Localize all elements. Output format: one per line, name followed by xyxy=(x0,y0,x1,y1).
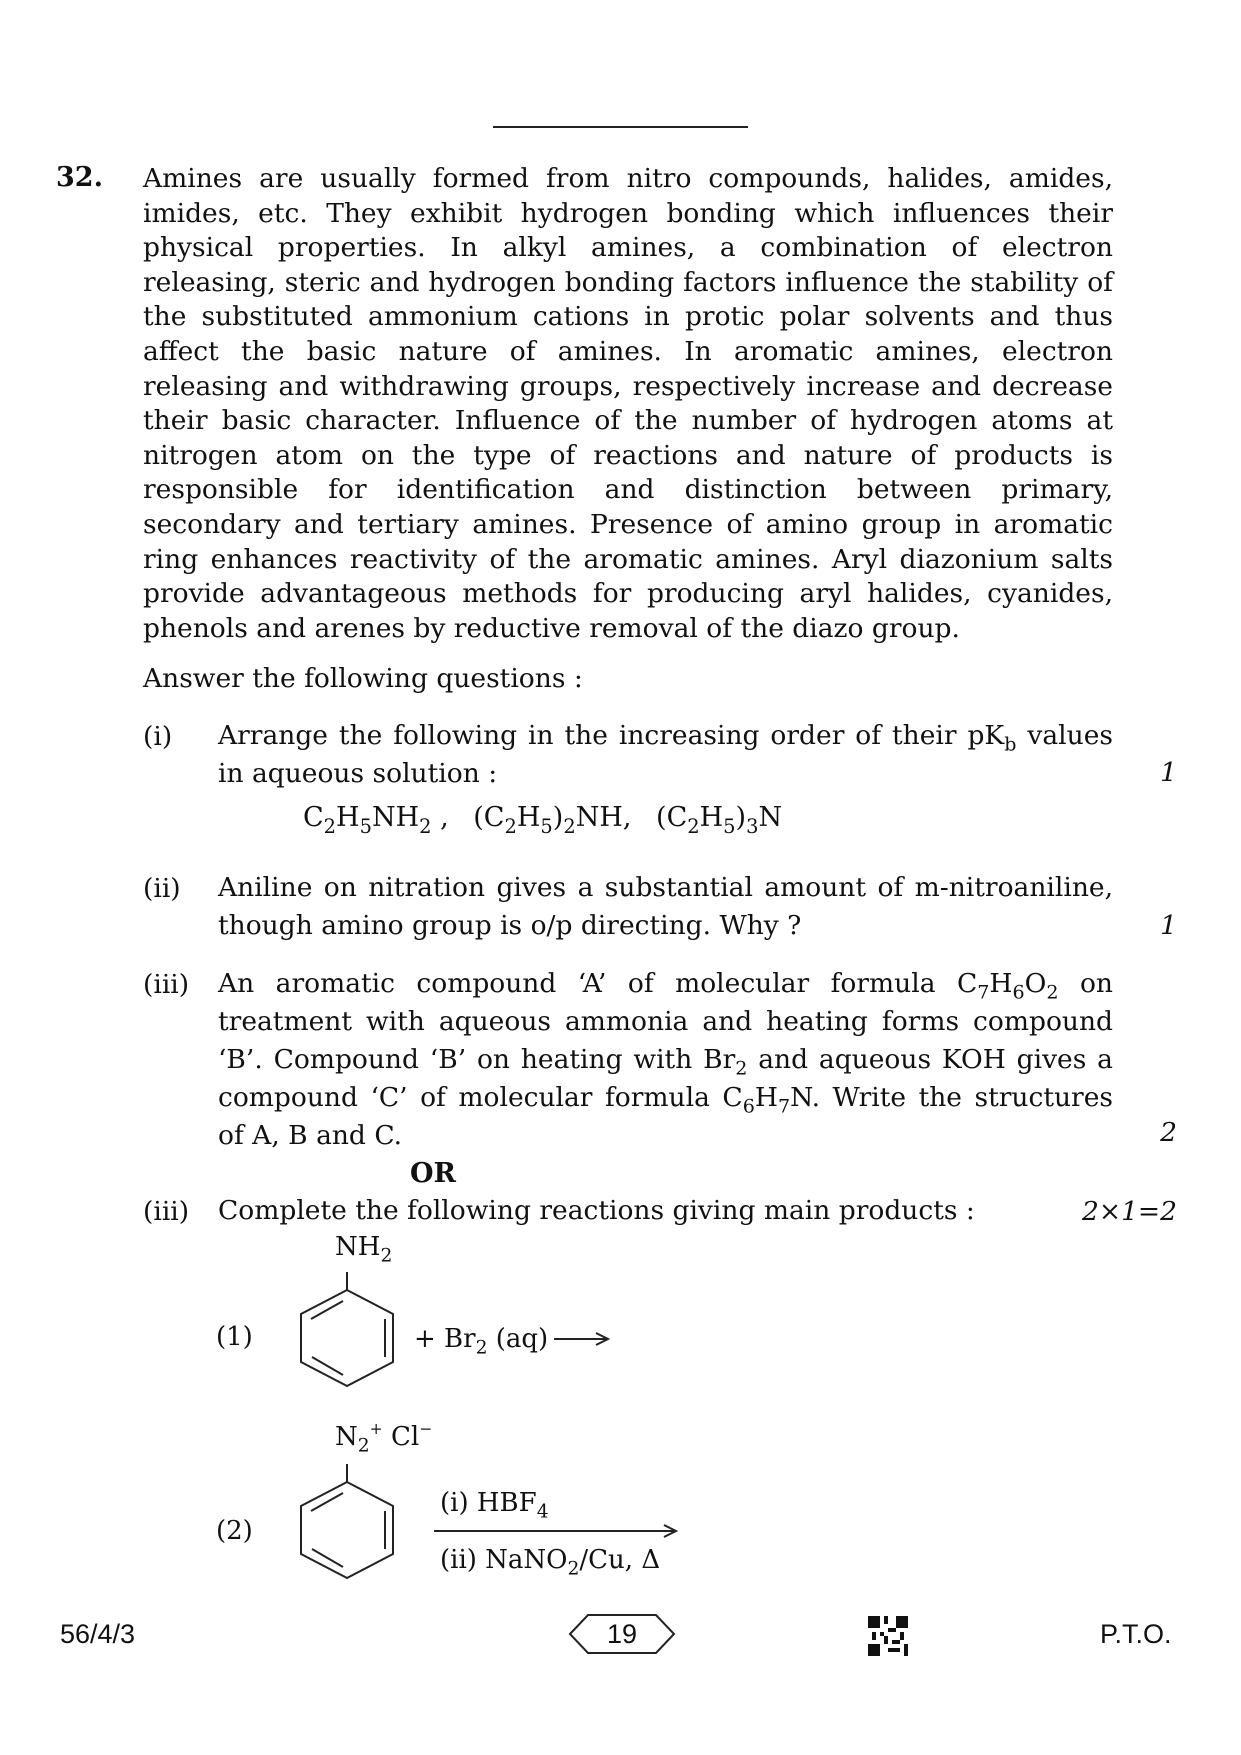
reaction-2-label: (2) xyxy=(216,1516,253,1546)
bromine-reagent: + $Br_2$ (aq) xyxy=(414,1324,549,1359)
paper-code: 56/4/3 xyxy=(60,1619,136,1649)
passage-text: Amines are usually formed from nitro compounds, halides, amides, imides, etc. They exhibit hydrogen bonding which influences their physical properties. In alkyl amines, a combination of electron releasing, steric and hydrogen bonding factors influence the stability of the substituted ammonium cations in protic polar solvents and thus affect the basic nature of amines. In aromatic amines, electron releasing and withdrawing groups, respectively increase and decrease their basic character. Influence of the number of hydrogen atoms at nitrogen atom on the type of reactions and nature of products is responsible for identification and distinction between primary, secondary and tertiary amines. Presence of amino group in aromatic ring enhances reactivity of the aromatic amines. Aryl diazonium salts provide advantageous methods for producing aryl halides, cyanides, phenols and arenes by reductive removal of the diazo group. xyxy=(143,163,1113,644)
subquestion-ii-marks: 1 xyxy=(1160,910,1177,941)
benzene-ring-2 xyxy=(285,1462,409,1584)
subquestion-iii-alt-text: Complete the following reactions giving main products : xyxy=(218,1195,975,1226)
qr-code-icon xyxy=(868,1616,908,1656)
subquestion-iii-marks: 2 xyxy=(1160,1117,1177,1148)
subquestion-iii-alt-label: (iii) xyxy=(143,1196,190,1227)
reaction-1-label: (1) xyxy=(216,1322,253,1352)
subquestion-i-label: (i) xyxy=(143,721,173,752)
top-divider xyxy=(493,126,748,128)
subquestion-i-text: Arrange the following in the increasing order of their $pK_b$ values in aqueous solution : xyxy=(218,720,1113,789)
benzene-ring-1 xyxy=(285,1270,409,1390)
reagent-below-arrow: (ii) NaNO$_2$/Cu, Δ xyxy=(440,1545,661,1580)
subquestion-iii-alt-marks: 2×1=2 xyxy=(1082,1196,1177,1227)
subquestion-iii-label: (iii) xyxy=(143,969,190,1000)
reaction-1-arrow xyxy=(552,1331,612,1347)
subquestion-i-marks: 1 xyxy=(1160,757,1177,788)
amine-formulas: $C_2H_5NH_2$ , $(C_2H_5)_2NH$, $(C_2H_5)_3N$ xyxy=(303,802,783,838)
question-number: 32. xyxy=(56,162,103,193)
or-divider: OR xyxy=(410,1158,456,1189)
diazonium-substituent: $N_2^+$ Cl− xyxy=(335,1420,433,1457)
amino-substituent: $NH_2$ xyxy=(335,1232,393,1267)
answer-prompt: Answer the following questions : xyxy=(143,663,583,694)
reaction-2-arrow xyxy=(432,1523,680,1539)
reagent-above-arrow: (i) $HBF_4$ xyxy=(440,1488,549,1523)
subquestion-ii-label: (ii) xyxy=(143,873,181,904)
pto-label: P.T.O. xyxy=(1100,1619,1172,1649)
subquestion-iii-text: An aromatic compound ‘A’ of molecular formula $C_7H_6O_2$ on treatment with aqueous ammonia and heating forms compound ‘B’. Compound ‘B’ on heating with $Br_2$ and aqueous KOH gives a compound ‘C’ of molecular formula $C_6H_7N$. Write the structures of A, B and C. xyxy=(218,968,1113,1151)
page-number: 19 xyxy=(606,1619,638,1649)
subquestion-ii-text: Aniline on nitration gives a substantial amount of m-nitroaniline, though amino group is o/p directing. Why ? xyxy=(218,872,1113,941)
